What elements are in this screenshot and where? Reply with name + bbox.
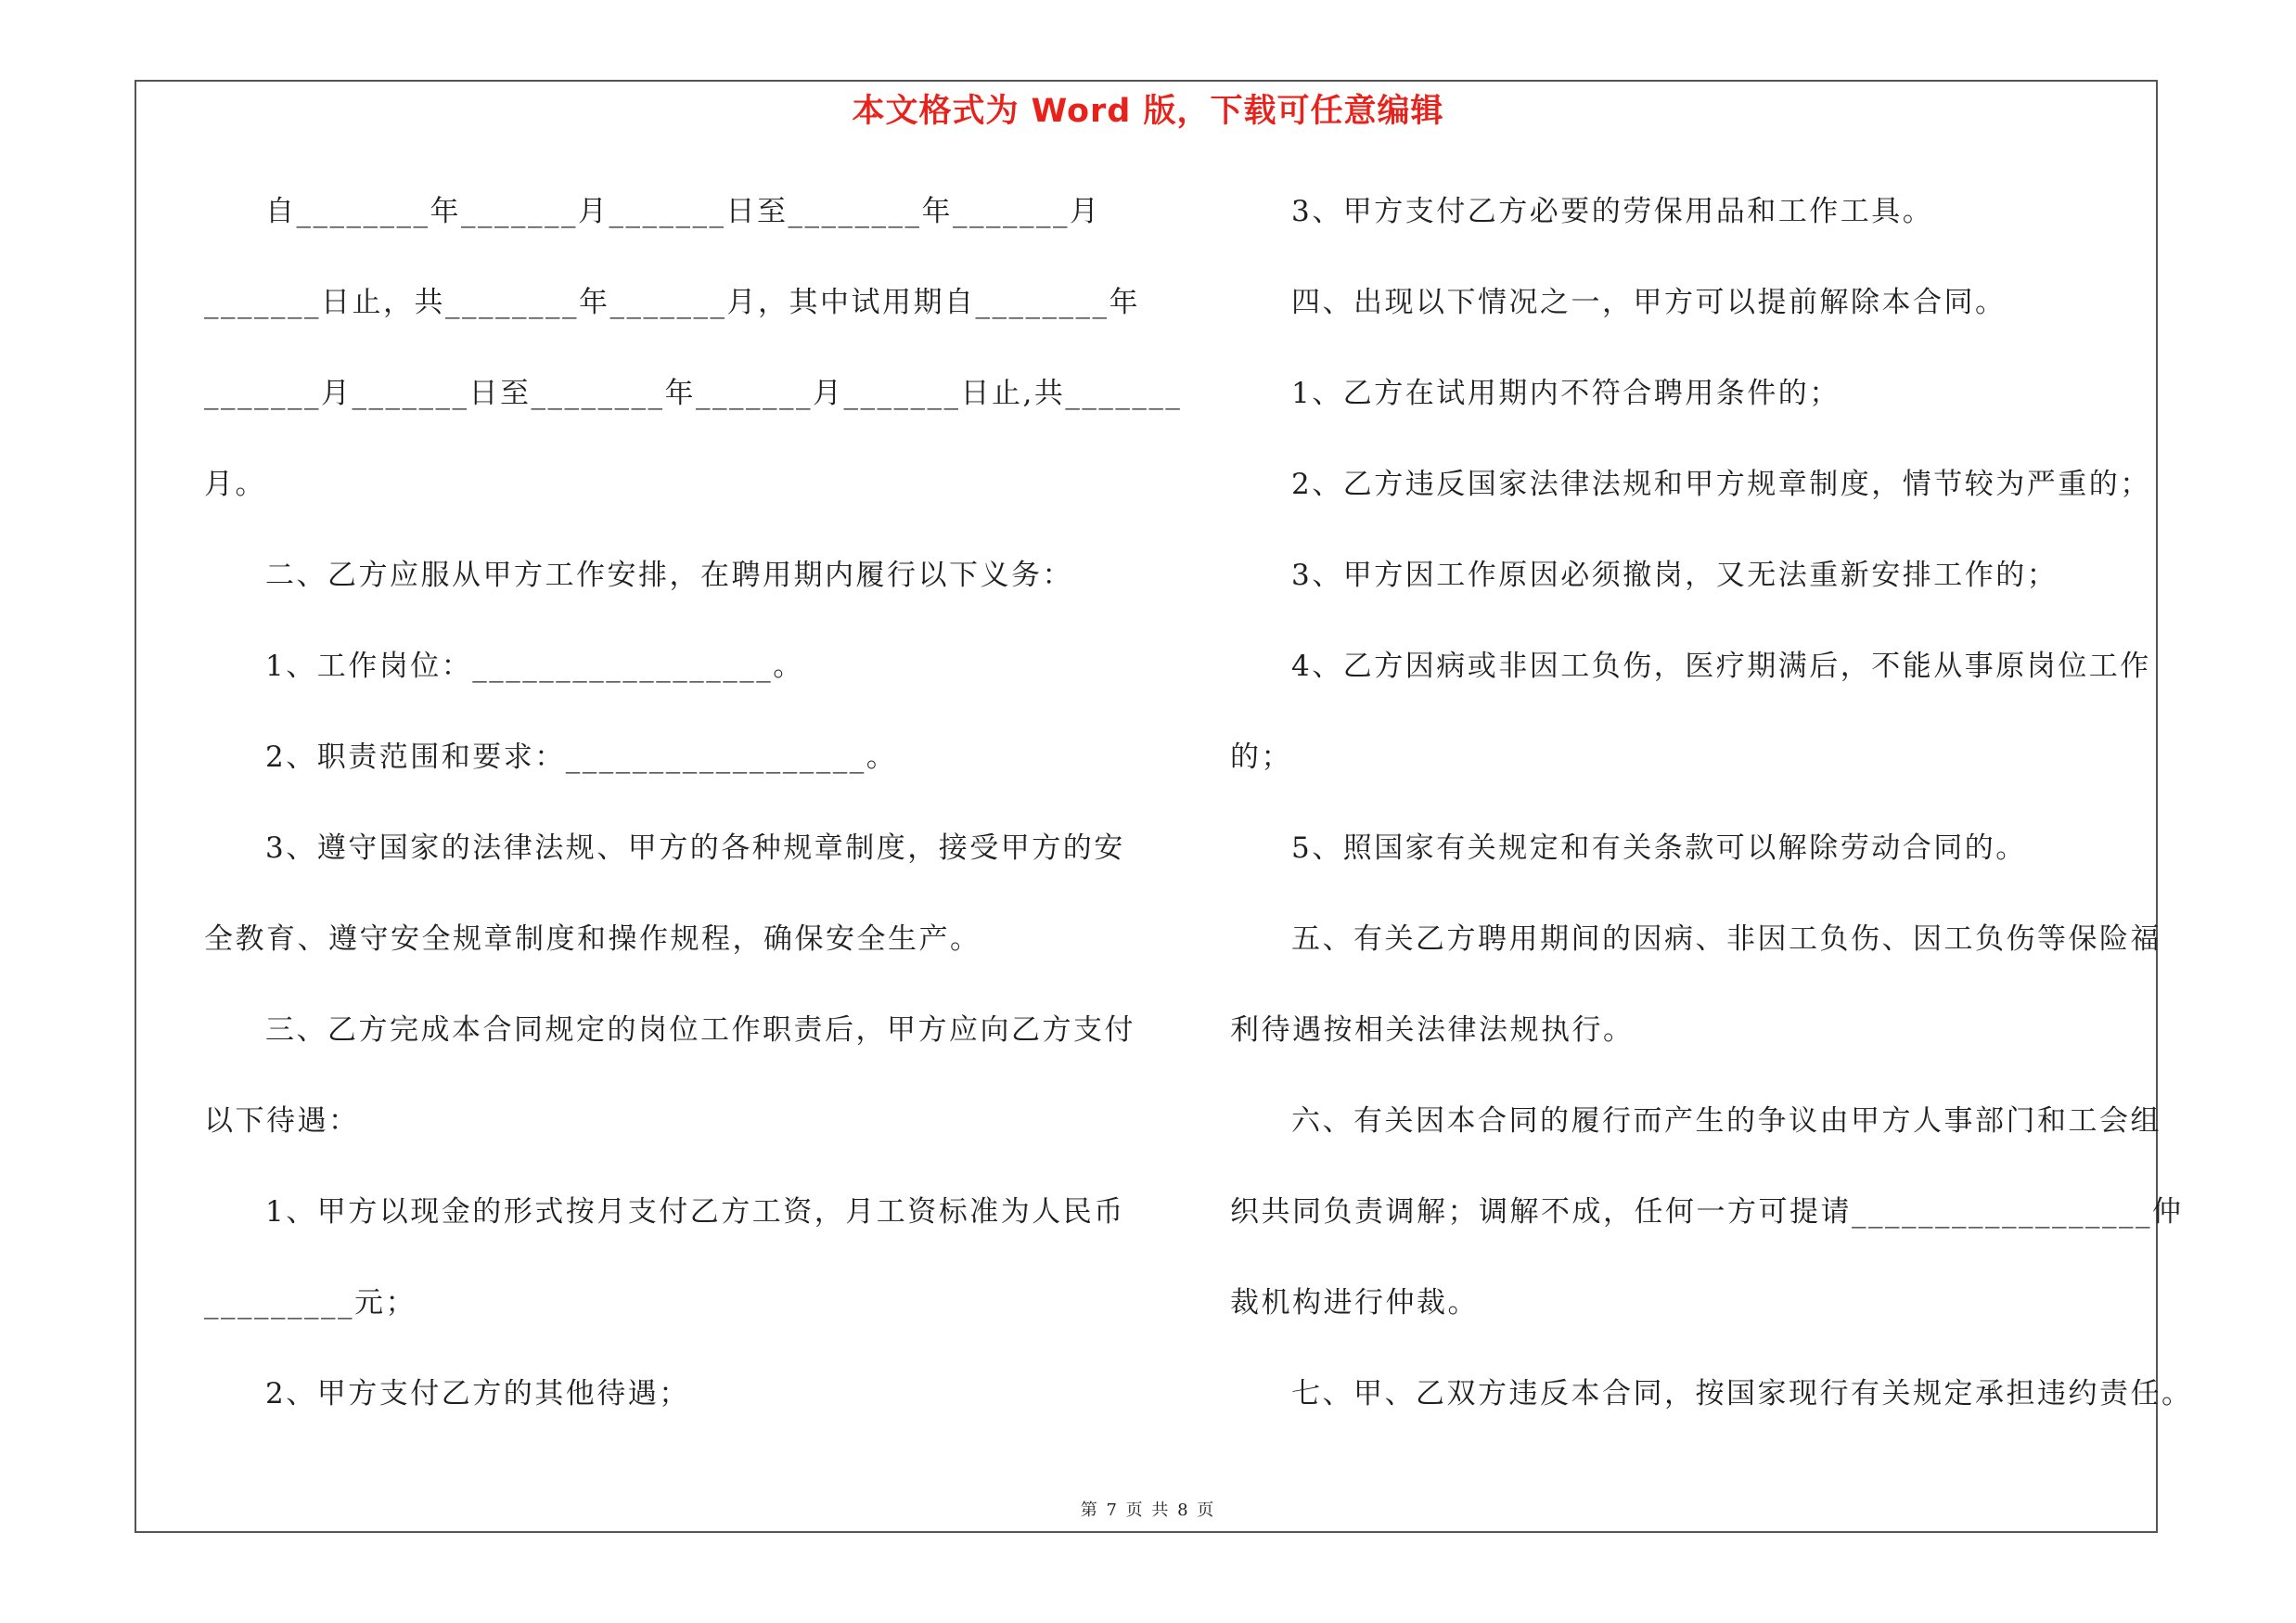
right-line-5: 3、甲方因工作原因必须撤岗，又无法重新安排工作的； <box>1291 559 2059 592</box>
left-line-14: 2、甲方支付乙方的其他待遇； <box>265 1377 690 1410</box>
page-number: 第 7 页 共 8 页 <box>1080 1501 1216 1520</box>
right-line-3: 1、乙方在试用期内不符合聘用条件的； <box>1291 377 1841 410</box>
left-line-10: 三、乙方完成本合同规定的岗位工作职责后，甲方应向乙方支付 <box>265 1013 1135 1047</box>
left-line-7: 2、职责范围和要求：__________________。 <box>265 741 898 774</box>
left-line-1: 自________年_______月_______日至________年_______月 <box>265 195 1101 228</box>
left-line-4: 月。 <box>204 468 266 501</box>
right-line-11: 六、有关因本合同的履行而产生的争议由甲方人事部门和工会组 <box>1291 1104 2161 1138</box>
left-line-8: 3、遵守国家的法律法规、甲方的各种规章制度，接受甲方的安 <box>265 831 1125 865</box>
left-line-6: 1、工作岗位：__________________。 <box>265 650 804 683</box>
right-line-13: 裁机构进行仲裁。 <box>1230 1286 1479 1320</box>
left-line-12: 1、甲方以现金的形式按月支付乙方工资，月工资标准为人民币 <box>265 1195 1125 1229</box>
document-banner: 本文格式为 Word 版，下载可任意编辑 <box>852 93 1444 130</box>
left-line-11: 以下待遇： <box>204 1104 360 1138</box>
right-line-12: 织共同负责调解；调解不成，任何一方可提请__________________仲 <box>1230 1195 2184 1229</box>
right-line-6: 4、乙方因病或非因工负伤，医疗期满后，不能从事原岗位工作 <box>1291 650 2151 683</box>
right-line-8: 5、照国家有关规定和有关条款可以解除劳动合同的。 <box>1291 831 2027 865</box>
right-line-10: 利待遇按相关法律法规执行。 <box>1230 1013 1635 1047</box>
left-line-9: 全教育、遵守安全规章制度和操作规程，确保安全生产。 <box>204 922 981 956</box>
left-line-13: _________元； <box>204 1286 417 1320</box>
left-line-5: 二、乙方应服从甲方工作安排，在聘用期内履行以下义务： <box>265 559 1073 592</box>
left-line-3: _______月_______日至________年_______月_______日止,共_______ <box>204 377 1183 410</box>
left-line-2: _______日止，共________年_______月，其中试用期自________年 <box>204 286 1140 319</box>
right-line-14: 七、甲、乙双方违反本合同，按国家现行有关规定承担违约责任。 <box>1291 1377 2193 1410</box>
right-line-1: 3、甲方支付乙方必要的劳保用品和工作工具。 <box>1291 195 1934 228</box>
right-line-7: 的； <box>1230 741 1292 774</box>
right-line-9: 五、有关乙方聘用期间的因病、非因工负伤、因工负伤等保险福 <box>1291 922 2161 956</box>
right-line-4: 2、乙方违反国家法律法规和甲方规章制度，情节较为严重的； <box>1291 468 2151 501</box>
right-line-2: 四、出现以下情况之一，甲方可以提前解除本合同。 <box>1291 286 2007 319</box>
